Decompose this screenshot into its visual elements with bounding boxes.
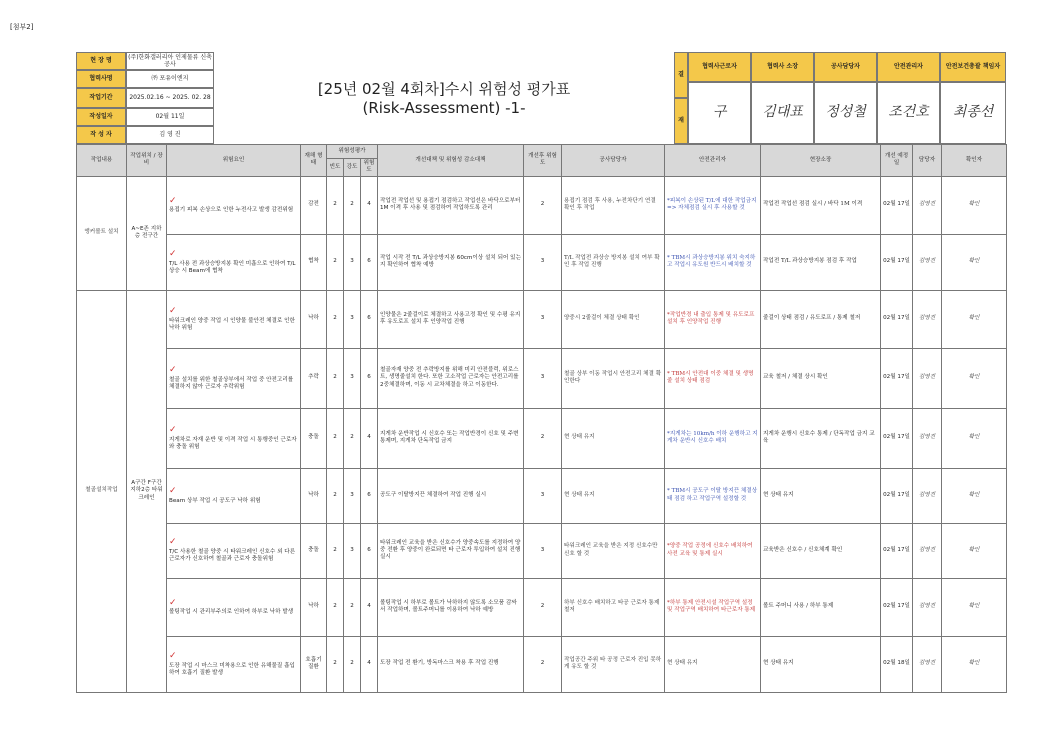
table-row [77,523,1007,578]
check-mark-icon: ✓ [169,597,177,608]
info-label-period: 작업기간 [76,88,126,108]
freq-cell: 2 [327,290,344,348]
comment-safety-cell: * TBM시 공도구 이탈 방지끈 체결상태 점검 하고 작업구역 설정할 것 [665,468,761,523]
disaster-cell: 낙하 [301,578,327,636]
sev-cell: 2 [344,176,361,234]
col-comment-site: 현장소장 [761,145,881,177]
checker-cell: 확인 [942,408,1007,468]
owner-cell: 김영진 [913,636,942,692]
info-label-partner: 협력사명 [76,70,126,88]
approval-header-worker: 협력사근로자 [688,52,751,82]
freq-cell: 2 [327,408,344,468]
measures-cell: 공도구 이탈방지끈 체결하여 작업 진행 실시 [378,468,524,523]
col-plan-date: 개선 예정일 [881,145,913,177]
checker-cell: 확인 [942,578,1007,636]
hazard-cell: ✓ 볼팅작업 시 관리부주의로 인하여 하부로 낙하 발생 [167,578,301,636]
hazard-cell: ✓ 철골 설치를 위한 철골상부에서 작업 중 안전고리를 체결하지 않아 근로자 추락위험 [167,348,301,408]
table-row [77,176,1007,234]
sev-cell: 3 [344,468,361,523]
table-row [77,408,1007,468]
comment-pm-cell: 용접기 점검 후 사용, 누전차단기 연결 확인 후 작업 [562,176,665,234]
col-risk: 위험도 [361,159,378,177]
disaster-cell: 충돌 [301,408,327,468]
risk-cell: 6 [361,348,378,408]
risk-cell: 6 [361,290,378,348]
measures-cell: 도장 작업 전 환기, 방독마스크 착용 후 작업 진행 [378,636,524,692]
plan-date-cell: 02월 17일 [881,578,913,636]
checker-cell: 확인 [942,290,1007,348]
sev-cell: 3 [344,523,361,578]
col-owner: 담당자 [913,145,942,177]
signature-safety: 조건호 [877,82,940,144]
freq-cell: 2 [327,468,344,523]
sev-cell: 2 [344,408,361,468]
col-checker: 확인자 [942,145,1007,177]
checker-cell: 확인 [942,176,1007,234]
after-cell: 3 [524,468,562,523]
risk-cell: 6 [361,468,378,523]
approval-side-label-2: 재 [674,98,688,144]
freq-cell: 2 [327,636,344,692]
section-location: A구간 F구간 지하2층 타워크레인 [127,290,167,692]
title-line-2: (Risk-Assessment) -1- [362,98,526,117]
owner-cell: 김영진 [913,348,942,408]
risk-table [76,144,1007,693]
measures-cell: 타워크레인 교육을 받은 신호수가 양중속도를 지정하여 양중 전환 후 양중이 완료되면 타 근로자 투입하여 설치 진행 실시 [378,523,524,578]
plan-date-cell: 02월 17일 [881,523,913,578]
comment-pm-cell: 하부 신호수 배치하고 타공 근로자 통제 철저 [562,578,665,636]
disaster-cell: 낙하 [301,468,327,523]
risk-cell: 4 [361,408,378,468]
check-mark-icon: ✓ [169,305,177,316]
info-label-author: 작 성 자 [76,126,126,144]
measures-cell: 작업 시작 전 T/L 과상승방지봉 60cm이상 설치 되어 있는지 확인하여 협착 예방 [378,234,524,290]
after-cell: 2 [524,578,562,636]
section-work: 앵커볼트 설치 [77,176,127,290]
risk-cell: 4 [361,578,378,636]
comment-site-cell: 작업전 T/L 과상승방지봉 점검 후 작업 [761,234,881,290]
info-label-site: 현 장 명 [76,52,126,70]
comment-site-cell: 교육받은 신호수 / 신호체계 확인 [761,523,881,578]
owner-cell: 김영진 [913,408,942,468]
section-work: 철골설치작업 [77,290,127,692]
hazard-cell: ✓ T/L 사용 전 과상승방지봉 확인 미흡으로 인하여 T/L 상승 시 Beam에 협착 [167,234,301,290]
comment-pm-cell: 현 상태 유지 [562,468,665,523]
comment-safety-cell: *작업반경 내 출입 통제 및 유도로프 설치 후 인양작업 진행 [665,290,761,348]
plan-date-cell: 02월 17일 [881,468,913,523]
signature-manager: 김대표 [751,82,814,144]
comment-pm-cell: 철골 상부 이동 작업시 안전고리 체결 확인한다 [562,348,665,408]
info-value-site: (주)한화갤러리아 인제물류 신축공사 [126,52,214,70]
measures-cell: 작업전 작업선 및 용접기 점검하고 작업선은 바닥으로부터 1M 이격 후 사용 및 점검하여 작업하도록 관리 [378,176,524,234]
comment-site-cell: 현 상태 유지 [761,636,881,692]
approval-header-chief: 안전보건총괄 책임자 [940,52,1006,82]
sev-cell: 2 [344,636,361,692]
after-cell: 2 [524,408,562,468]
freq-cell: 2 [327,348,344,408]
table-row [77,636,1007,692]
comment-site-cell: 볼트 주머니 사용 / 하부 통제 [761,578,881,636]
comment-safety-cell: 현 상태 유지 [665,636,761,692]
info-value-author: 김 영 진 [126,126,214,144]
document-title [214,50,674,144]
owner-cell: 김영진 [913,578,942,636]
info-value-date: 02월 11일 [126,108,214,126]
hazard-cell: ✓ T/C 사용한 철골 양중 시 타워크레인 신호수 외 다른 근로자가 신호하여 철골과 근로자 충돌위험 [167,523,301,578]
col-comment-safety: 안전관리자 [665,145,761,177]
info-label-date: 작성일자 [76,108,126,126]
plan-date-cell: 02월 17일 [881,408,913,468]
owner-cell: 김영진 [913,234,942,290]
disaster-cell: 협착 [301,234,327,290]
freq-cell: 2 [327,578,344,636]
check-mark-icon: ✓ [169,486,177,497]
after-cell: 3 [524,523,562,578]
sev-cell: 3 [344,348,361,408]
comment-pm-cell: 현 상태 유지 [562,408,665,468]
risk-cell: 6 [361,234,378,290]
freq-cell: 2 [327,234,344,290]
checker-cell: 확인 [942,234,1007,290]
comment-pm-cell: 타워크레인 교육을 받은 지정 신호수만 신호 할 것 [562,523,665,578]
checker-cell: 확인 [942,523,1007,578]
checker-cell: 확인 [942,468,1007,523]
col-risk-group: 위험성평가 [327,145,378,159]
measures-cell: 볼팅작업 시 하부로 볼트가 낙하하지 않도록 소모품 감싸서 작업하며, 볼트주머니를 이용하여 낙하 예방 [378,578,524,636]
col-location: 작업위치 / 장비 [127,145,167,177]
col-after: 개선후 위험도 [524,145,562,177]
check-mark-icon: ✓ [169,248,177,259]
comment-safety-cell: *하부 통제 안전시설 작업구역 설정 및 작업구역 배치하여 타근로자 통제 [665,578,761,636]
checker-cell: 확인 [942,636,1007,692]
col-hazard: 위험요인 [167,145,301,177]
disaster-cell: 충돌 [301,523,327,578]
measures-cell: 철골자재 양중 전 추락방지를 위해 미리 안전블럭, 위로스트, 생명줄설치 한다. 또한 고소작업 근로자는 안전고리를 2중체결하며, 이동 시 교차체결을 하고 이동한다. [378,348,524,408]
check-mark-icon: ✓ [169,650,177,661]
owner-cell: 김영진 [913,290,942,348]
freq-cell: 2 [327,523,344,578]
after-cell: 3 [524,348,562,408]
comment-safety-cell: * TBM시 안전대 이중 체결 및 생명줄 설치 상태 점검 [665,348,761,408]
owner-cell: 김영진 [913,176,942,234]
disaster-cell: 추락 [301,348,327,408]
after-cell: 3 [524,290,562,348]
plan-date-cell: 02월 18일 [881,636,913,692]
comment-site-cell: 지게차 운행시 신호수 통제 / 단독작업 금지 교육 [761,408,881,468]
section-location: A~E존 지하층 전구간 [127,176,167,290]
risk-cell: 6 [361,523,378,578]
after-cell: 3 [524,234,562,290]
comment-safety-cell: *양중 작업 공정에 신호수 배치하여 사전 교육 및 통제 실시 [665,523,761,578]
plan-date-cell: 02월 17일 [881,234,913,290]
plan-date-cell: 02월 17일 [881,290,913,348]
comment-safety-cell: *피복이 손상된 T/L에 대한 작업금지 => 자체점검 실시 후 사용할 것 [665,176,761,234]
disaster-cell: 낙하 [301,290,327,348]
comment-pm-cell: 작업공간 주위 타 공정 근로자 진입 못하게 유도 할 것 [562,636,665,692]
risk-cell: 4 [361,176,378,234]
comment-site-cell: 줄걸이 상태 점검 / 유도로프 / 통제 철저 [761,290,881,348]
col-measures: 개선대책 및 위험성 감소대책 [378,145,524,177]
freq-cell: 2 [327,176,344,234]
comment-safety-cell: * TBM시 과상승방지봉 위치 숙지하고 작업시 유도원 반드시 배치할 것 [665,234,761,290]
attachment-label: [첨부2] [10,23,34,31]
approval-side-label-1: 결 [674,52,688,98]
col-freq: 빈도 [327,159,344,177]
plan-date-cell: 02월 17일 [881,176,913,234]
after-cell: 2 [524,636,562,692]
signature-worker: 구 [688,82,751,144]
info-value-period: 2025.02.16 ~ 2025. 02. 28 [126,88,214,108]
plan-date-cell: 02월 17일 [881,348,913,408]
risk-assessment-form [76,50,1006,720]
approval-header-manager: 협력사 소장 [751,52,814,82]
signature-pm: 정성철 [814,82,877,144]
table-row [77,468,1007,523]
check-mark-icon: ✓ [169,364,177,375]
checker-cell: 확인 [942,348,1007,408]
title-line-1: [25년 02월 4회차]수시 위험성 평가표 [317,79,571,98]
hazard-cell: ✓ 지게차로 자재 운반 및 이격 작업 시 통행중인 근로자와 충돌 위험 [167,408,301,468]
comment-site-cell: 현 상태 유지 [761,468,881,523]
col-disaster: 재해 형태 [301,145,327,177]
col-comment-pm: 공사담당자 [562,145,665,177]
comment-site-cell: 교육 철저 / 체결 상시 확인 [761,348,881,408]
after-cell: 2 [524,176,562,234]
approval-header-safety: 안전관리자 [877,52,940,82]
approval-header-pm: 공사담당자 [814,52,877,82]
table-row [77,578,1007,636]
disaster-cell: 감전 [301,176,327,234]
hazard-cell: ✓ 타워크레인 양중 작업 시 인양물 불안전 체결로 인한 낙하 위험 [167,290,301,348]
disaster-cell: 호흡기 질환 [301,636,327,692]
table-row [77,234,1007,290]
risk-cell: 4 [361,636,378,692]
comment-pm-cell: 양중시 2줄걸이 체결 상태 확인 [562,290,665,348]
check-mark-icon: ✓ [169,195,177,206]
col-work: 작업내용 [77,145,127,177]
check-mark-icon: ✓ [169,537,177,548]
table-row [77,290,1007,348]
sev-cell: 3 [344,290,361,348]
info-value-partner: ㈜ 포유이엔지 [126,70,214,88]
hazard-cell: ✓ Beam 상부 작업 시 공도구 낙하 위험 [167,468,301,523]
owner-cell: 김영진 [913,468,942,523]
comment-site-cell: 작업전 작업선 점검 실시 / 바닥 1M 이격 [761,176,881,234]
hazard-cell: ✓ 용접기 피복 손상으로 인한 누전사고 발생 감전위험 [167,176,301,234]
check-mark-icon: ✓ [169,424,177,435]
comment-safety-cell: *지게차는 10km/h 이하 운행하고 지게차 운반시 신호수 배치 [665,408,761,468]
owner-cell: 김영진 [913,523,942,578]
comment-pm-cell: T/L 작업전 과상승 방지봉 설치 여부 확인 후 작업 진행 [562,234,665,290]
sev-cell: 2 [344,578,361,636]
measures-cell: 지게차 운반작업 시 신호수 또는 작업반경이 신호 및 주변통제며, 지게차 단독작업 금지 [378,408,524,468]
sev-cell: 3 [344,234,361,290]
col-sev: 강도 [344,159,361,177]
measures-cell: 인양물은 2줄걸이로 체결하고 사용고정 확인 및 수평 유지 후 유도로프 설치 후 인양작업 진행 [378,290,524,348]
table-row [77,348,1007,408]
signature-chief: 최종선 [940,82,1006,144]
hazard-cell: ✓ 도장 작업 시 마스크 미착용으로 인한 유해물질 흡입하여 호흡기 질환 발생 [167,636,301,692]
